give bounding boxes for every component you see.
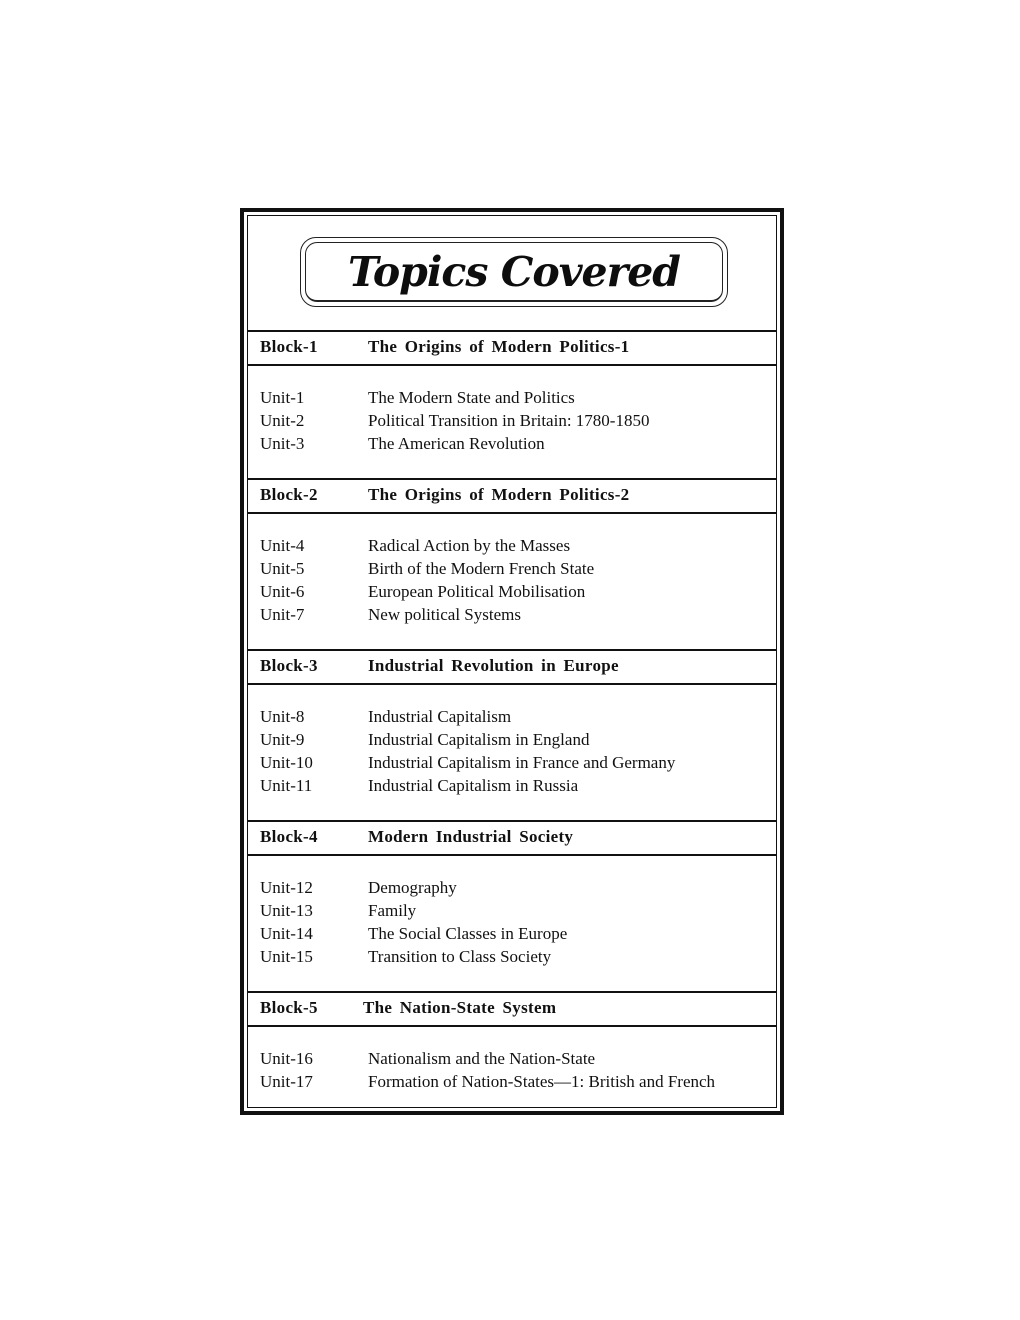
unit-label: Unit-2 xyxy=(260,411,305,430)
unit-row xyxy=(248,922,776,945)
unit-title: European Political Mobilisation xyxy=(368,582,586,601)
inner-border xyxy=(247,215,777,1108)
unit-row xyxy=(248,557,776,580)
unit-title: Industrial Capitalism in England xyxy=(368,730,590,749)
unit-row xyxy=(248,945,776,968)
unit-title: Birth of the Modern French State xyxy=(368,559,595,578)
unit-title: Industrial Capitalism in France and Germany xyxy=(368,753,676,772)
unit-list-block-4 xyxy=(248,876,776,968)
block-label: Block-5 xyxy=(260,998,318,1017)
block-header-1 xyxy=(248,330,776,366)
unit-title: The American Revolution xyxy=(368,434,545,453)
block-header-5 xyxy=(248,991,776,1027)
unit-title: Demography xyxy=(368,878,457,897)
unit-label: Unit-10 xyxy=(260,753,313,772)
block-label: Block-2 xyxy=(260,485,318,504)
unit-list-block-2 xyxy=(248,534,776,626)
unit-title: Industrial Capitalism xyxy=(368,707,512,726)
unit-row xyxy=(248,386,776,409)
unit-label: Unit-9 xyxy=(260,730,305,749)
unit-label: Unit-11 xyxy=(260,776,313,795)
unit-list-block-3 xyxy=(248,705,776,797)
block-title: Modern Industrial Society xyxy=(368,827,574,846)
unit-label: Unit-14 xyxy=(260,924,313,943)
unit-label: Unit-17 xyxy=(260,1072,313,1091)
block-header-4 xyxy=(248,820,776,856)
block-title: The Origins of Modern Politics-1 xyxy=(368,337,630,356)
unit-row xyxy=(248,580,776,603)
unit-title: The Social Classes in Europe xyxy=(368,924,568,943)
unit-list-block-5 xyxy=(248,1047,776,1093)
unit-label: Unit-6 xyxy=(260,582,305,601)
unit-row xyxy=(248,534,776,557)
unit-row xyxy=(248,751,776,774)
block-label: Block-3 xyxy=(260,656,318,675)
unit-list-block-1 xyxy=(248,386,776,455)
block-title: The Nation-State System xyxy=(363,998,557,1017)
unit-label: Unit-5 xyxy=(260,559,305,578)
unit-label: Unit-15 xyxy=(260,947,313,966)
page-title: Topics Covered xyxy=(348,248,680,296)
unit-label: Unit-8 xyxy=(260,707,305,726)
unit-label: Unit-16 xyxy=(260,1049,313,1068)
unit-row xyxy=(248,409,776,432)
unit-row xyxy=(248,705,776,728)
unit-title: Formation of Nation-States—1: British and French xyxy=(368,1072,716,1091)
unit-title: New political Systems xyxy=(368,605,521,624)
unit-title: Transition to Class Society xyxy=(368,947,552,966)
unit-label: Unit-12 xyxy=(260,878,313,897)
unit-title: Nationalism and the Nation-State xyxy=(368,1049,596,1068)
unit-title: Industrial Capitalism in Russia xyxy=(368,776,579,795)
block-header-2 xyxy=(248,478,776,514)
unit-row xyxy=(248,1047,776,1070)
unit-title: Radical Action by the Masses xyxy=(368,536,571,555)
unit-row xyxy=(248,899,776,922)
unit-label: Unit-1 xyxy=(260,388,305,407)
block-title: The Origins of Modern Politics-2 xyxy=(368,485,630,504)
unit-row xyxy=(248,876,776,899)
block-label: Block-1 xyxy=(260,337,318,356)
unit-label: Unit-7 xyxy=(260,605,305,624)
unit-title: Political Transition in Britain: 1780-1850 xyxy=(368,411,650,430)
unit-label: Unit-4 xyxy=(260,536,305,555)
block-title: Industrial Revolution in Europe xyxy=(368,656,619,675)
unit-row xyxy=(248,432,776,455)
unit-title: The Modern State and Politics xyxy=(368,388,575,407)
block-label: Block-4 xyxy=(260,827,318,846)
unit-row xyxy=(248,774,776,797)
unit-row xyxy=(248,1070,776,1093)
topics-covered-frame xyxy=(240,208,784,1115)
unit-label: Unit-3 xyxy=(260,434,305,453)
unit-row xyxy=(248,728,776,751)
unit-title: Family xyxy=(368,901,417,920)
unit-label: Unit-13 xyxy=(260,901,313,920)
block-header-3 xyxy=(248,649,776,685)
unit-row xyxy=(248,603,776,626)
title-box xyxy=(300,237,728,307)
